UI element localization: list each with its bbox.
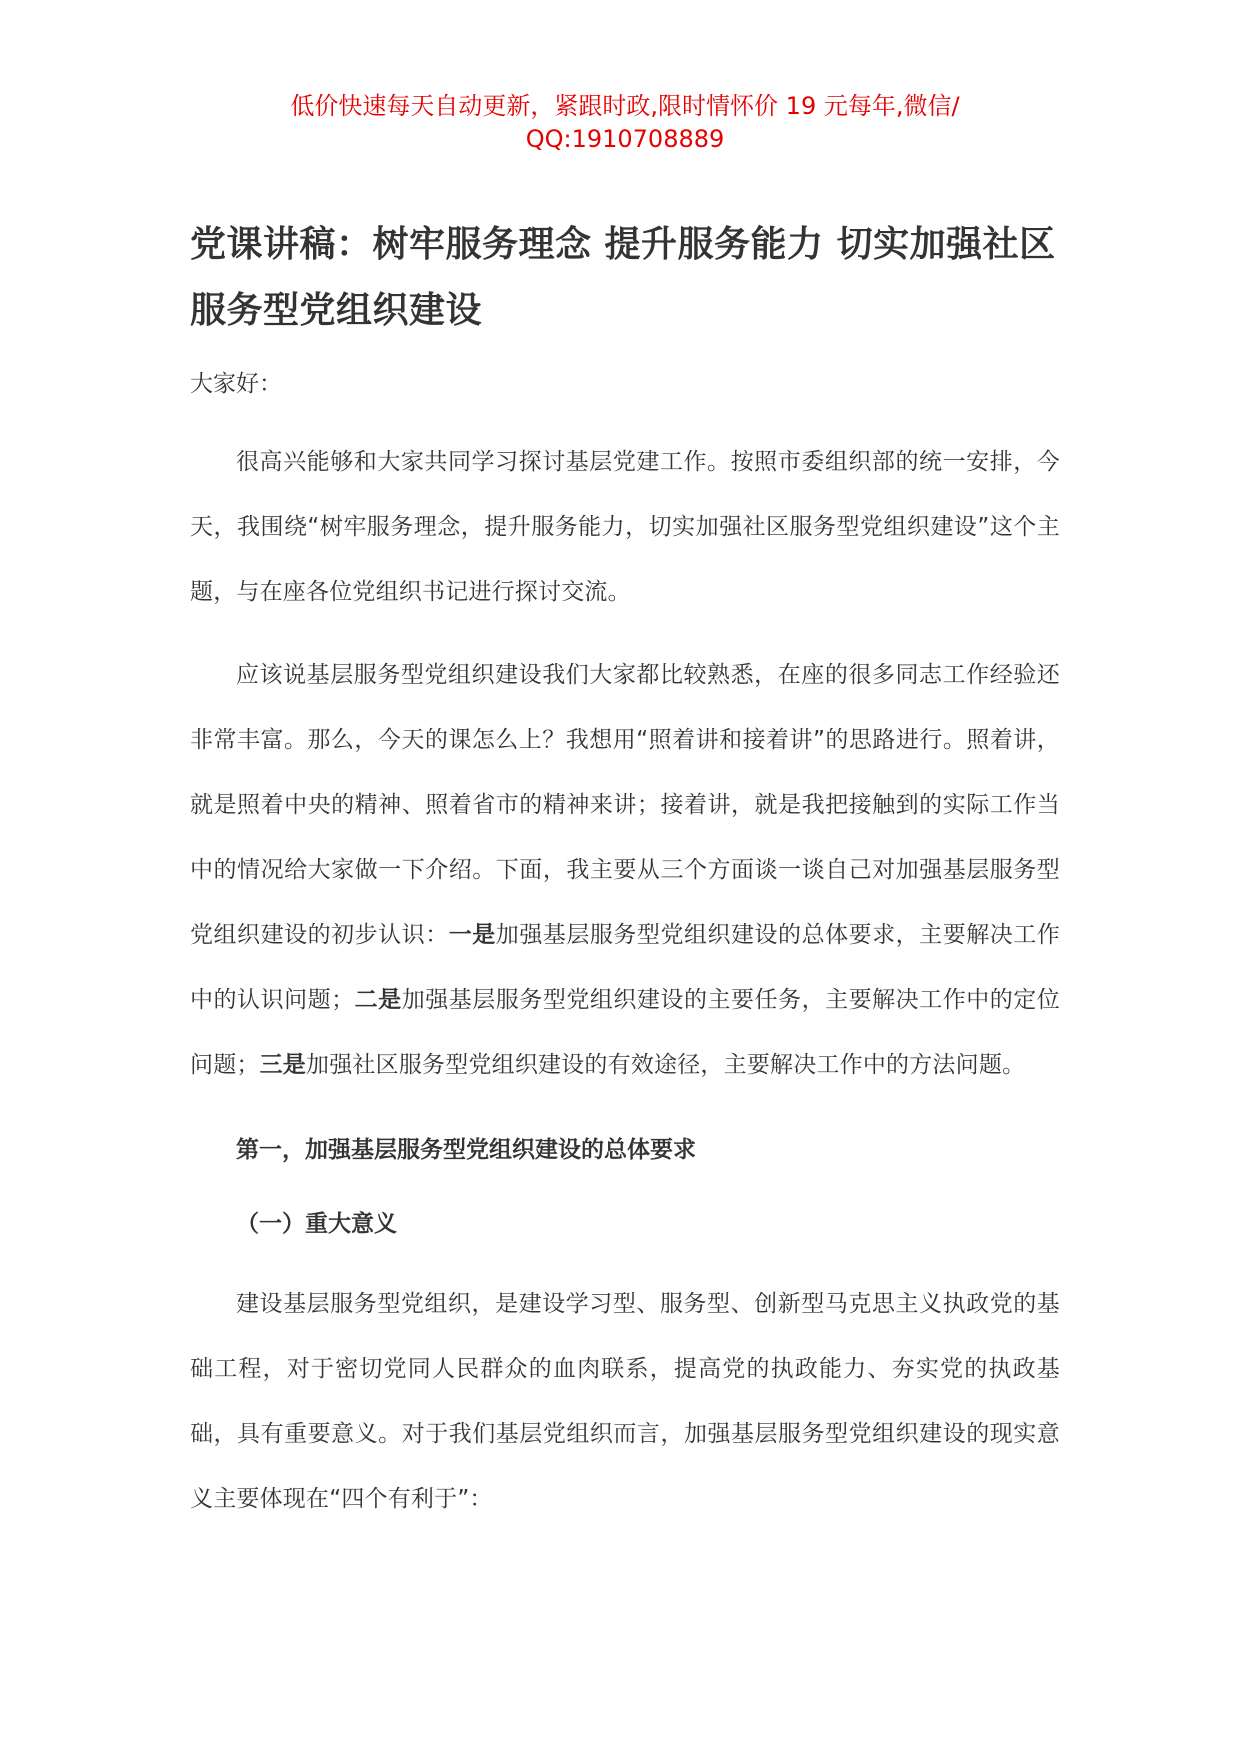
promo-line-2: QQ:1910708889 xyxy=(525,125,725,153)
outline-label-2: 二是 xyxy=(354,987,402,1013)
paragraph-outline xyxy=(190,643,1060,1098)
promo-banner xyxy=(190,90,1060,156)
subsection-heading-1: （一）重大意义 xyxy=(236,1211,397,1237)
outline-text-1: 加强基层服务型党组织建设的总体要求，主要解决工作中的认识问题； xyxy=(190,922,1060,1013)
outline-intro: 应该说基层服务型党组织建设我们大家都比较熟悉，在座的很多同志工作经验还非常丰富。那么，今天的课怎么上？我想用“照着讲和接着讲”的思路进行。照着讲，就是照着中央的精神、照着省市的精神来讲；接着讲，就是我把接触到的实际工作当中的情况给大家做一下介绍。下面，我主要从三个方面谈一谈自己对加强基层服务型党组织建设的初步认识： xyxy=(190,662,1060,948)
paragraph-significance: 建设基层服务型党组织，是建设学习型、服务型、创新型马克思主义执政党的基础工程，对于密切党同人民群众的血肉联系，提高党的执政能力、夯实党的执政基础，具有重要意义。对于我们基层党组织而言，加强基层服务型党组织建设的现实意义主要体现在“四个有利于”： xyxy=(190,1291,1060,1512)
outline-text-3: 加强社区服务型党组织建设的有效途径，主要解决工作中的方法问题。 xyxy=(306,1052,1026,1078)
promo-line-1: 低价快速每天自动更新，紧跟时政,限时情怀价 19 元每年,微信/ xyxy=(290,92,960,120)
outline-label-1: 一是 xyxy=(448,922,496,948)
greeting: 大家好： xyxy=(190,371,282,397)
paragraph-intro: 很高兴能够和大家共同学习探讨基层党建工作。按照市委组织部的统一安排，今天，我围绕“树牢服务理念，提升服务能力，切实加强社区服务型党组织建设”这个主题，与在座各位党组织书记进行探讨交流。 xyxy=(190,449,1060,605)
document-page xyxy=(190,90,1060,1532)
outline-label-3: 三是 xyxy=(259,1052,307,1078)
section-heading-1: 第一，加强基层服务型党组织建设的总体要求 xyxy=(236,1137,696,1163)
document-title: 党课讲稿：树牢服务理念 提升服务能力 切实加强社区服务型党组织建设 xyxy=(190,224,1056,331)
outline-text-2: 加强基层服务型党组织建设的主要任务，主要解决工作中的定位问题； xyxy=(190,987,1061,1078)
